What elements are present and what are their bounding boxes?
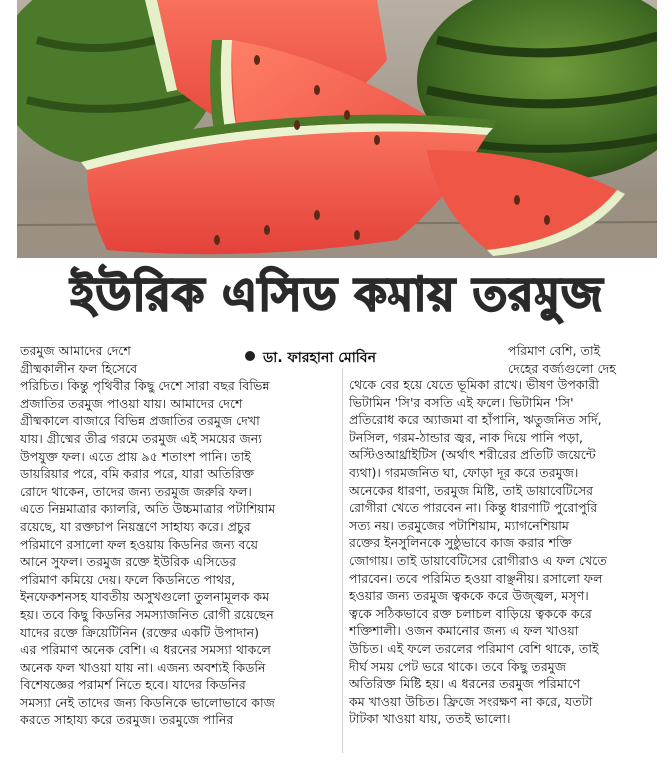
text-line: ভিটামিন 'সি'র বসতি এই ফলে। ভিটামিন 'সি' xyxy=(349,394,574,410)
text-line: রোদে থাকেন, তাদের জন্য তরমুজ জরুরি ফল। xyxy=(20,483,252,499)
text-line: পরিমাণ কমিয়ে দেয়। ফলে কিডনিতে পাথর, xyxy=(20,571,236,587)
text-line: দীর্ঘ সময় পেট ভরে থাকে। তবে কিছু তরমুজ xyxy=(349,658,567,674)
text-line: পরিমাণ বেশি, তাই xyxy=(508,343,601,358)
text-line: তরমুজ আমাদের দেশে xyxy=(20,343,131,358)
text-line: ব্যথা)। গরমজনিত ঘা, ফোড়া দূর করে তরমুজ। xyxy=(349,464,579,480)
text-line: হয়। তবে কিছু কিডনির সমস্যাজনিত রোগী রয়েছেন xyxy=(20,606,274,622)
text-line: এতে নিম্নমাত্রার ক্যালরি, অতি উচ্চমাত্রার পটাশিয়াম xyxy=(20,501,276,517)
text-line: জোগায়। তাই ডায়াবেটিসের রোগীরাও এ ফল খেতে xyxy=(349,552,607,568)
watermelon-slices-photo xyxy=(17,0,657,258)
text-line: প্রজাতির তরমুজ পাওয়া যায়। আমাদের দেশে xyxy=(20,395,243,411)
text-line: সমস্যা নেই তাদের জন্য কিডনিকে ভালোভাবে কাজ xyxy=(20,694,275,710)
text-line: রয়েছে, যা রক্তচাপ নিয়ন্ত্রণে সাহায্য করে। প্রচুর xyxy=(20,518,251,534)
text-line: হওয়ার জন্য তরমুজ ত্বককে করে উজ্জ্বল, মসৃণ। xyxy=(349,588,589,604)
text-line: টাটকা খাওয়া যায়, ততই ভালো। xyxy=(349,711,511,727)
text-line: আনে সুফল। তরমুজ রক্তে ইউরিক এসিডের xyxy=(20,554,237,570)
text-line: ত্বকে সঠিকভাবে রক্ত চলাচল বাড়িয়ে ত্বককে করে xyxy=(349,605,592,621)
text-line: সত্য নয়। তরমুজের পটাশিয়াম, ম্যাগনেশিয়াম xyxy=(349,517,569,533)
text-line: যাদের রক্তে ক্রিয়েটিনিন (রক্তের একটি উপাদান) xyxy=(20,624,260,640)
text-line: গ্রীষ্মকালীন ফল হিসেবে xyxy=(20,360,138,376)
text-line: অনেক ফল খাওয়া যায় না। এজন্য অবশ্যই কিডনি xyxy=(20,659,266,675)
text-line: অস্টিওআর্থ্রাইটিস (অর্থাৎ শরীরের প্রতিটি জয়েন্টে xyxy=(349,447,596,463)
text-line: উপযুক্ত ফল। এতে প্রায় ৯৫ শতাংশ পানি। তাই xyxy=(20,448,251,464)
headline: ইউরিক এসিড কমায় তরমুজ xyxy=(70,267,604,321)
text-line: পরিমাণে রসালো ফল হওয়ায় কিডনির জন্য বয়ে xyxy=(20,536,259,552)
text-line: রক্তের ইনসুলিনকে সুষ্ঠুভাবে কাজ করার শক্তি xyxy=(349,535,572,551)
text-line: টনসিল, গরম-ঠান্ডার জ্বর, নাক দিয়ে পানি পড়া, xyxy=(349,429,584,445)
article-right-column xyxy=(349,376,664,728)
text-line: যায়। গ্রীষ্মের তীব্র গরমে তরমুজ এই সময়ের জন্য xyxy=(20,430,262,446)
text-line: ইনফেকশনসহ যাবতীয় অসুখগুলো তুলনামূলক কম xyxy=(20,589,270,605)
article-left-column xyxy=(20,342,338,729)
text-line: উচিত। এই ফলে তরলের পরিমাণ বেশি থাকে, তাই xyxy=(349,640,599,656)
text-line: গ্রীষ্মকালে বাজারে বিভিন্ন প্রজাতির তরমুজ দেখা xyxy=(20,413,260,429)
text-line: শক্তিশালী। ওজন কমানোর জন্য এ ফল খাওয়া xyxy=(349,623,579,639)
author-name: ডা. ফারহানা মোবিন xyxy=(263,350,376,366)
text-line: থেকে বের হয়ে যেতে ভূমিকা রাখে। ভীষণ উপকারী xyxy=(349,377,599,392)
text-line: দেহের বর্জ্যগুলো দেহ xyxy=(508,360,616,376)
text-line: অনেকের ধারণা, তরমুজ মিষ্টি, তাই ডায়াবেটিসের xyxy=(349,482,594,498)
column-divider xyxy=(342,368,343,753)
text-line: পারবেন। তবে পরিমিত হওয়া বাঞ্ছনীয়। রসালো ফল xyxy=(349,570,603,586)
text-line: করতে সাহায্য করে তরমুজ। তরমুজে পানির xyxy=(20,712,234,728)
text-line: কম খাওয়া উচিত। ফ্রিজে সংরক্ষণ না করে, যতটা xyxy=(349,693,593,709)
text-line: রোগীরা খেতে পারবেন না। কিন্তু ধারণাটি পুরোপুরি xyxy=(349,500,598,516)
watermelon-photo xyxy=(17,0,657,258)
text-line: অতিরিক্ত মিষ্টি হয়। এ ধরনের তরমুজ পরিমাণে xyxy=(349,676,581,692)
text-line: প্রতিরোধ করে অ্যাজমা বা হাঁপানি, ঋতুজনিত সর্দি, xyxy=(349,412,602,428)
text-line: পরিচিত। কিন্তু পৃথিবীর কিছু দেশে সারা বছর বিভিন্ন xyxy=(20,378,270,394)
text-line: এর পরিমাণ অনেক বেশি। এ ধরনের সমস্যা থাকলে xyxy=(20,642,271,658)
text-line: বিশেষজ্ঞের পরামর্শ নিতে হবে। যাদের কিডনির xyxy=(20,677,246,693)
text-line: ডায়রিয়ার পরে, বমি করার পরে, যারা অতিরিক্ত xyxy=(20,466,255,482)
article-right-column-top xyxy=(508,342,658,377)
